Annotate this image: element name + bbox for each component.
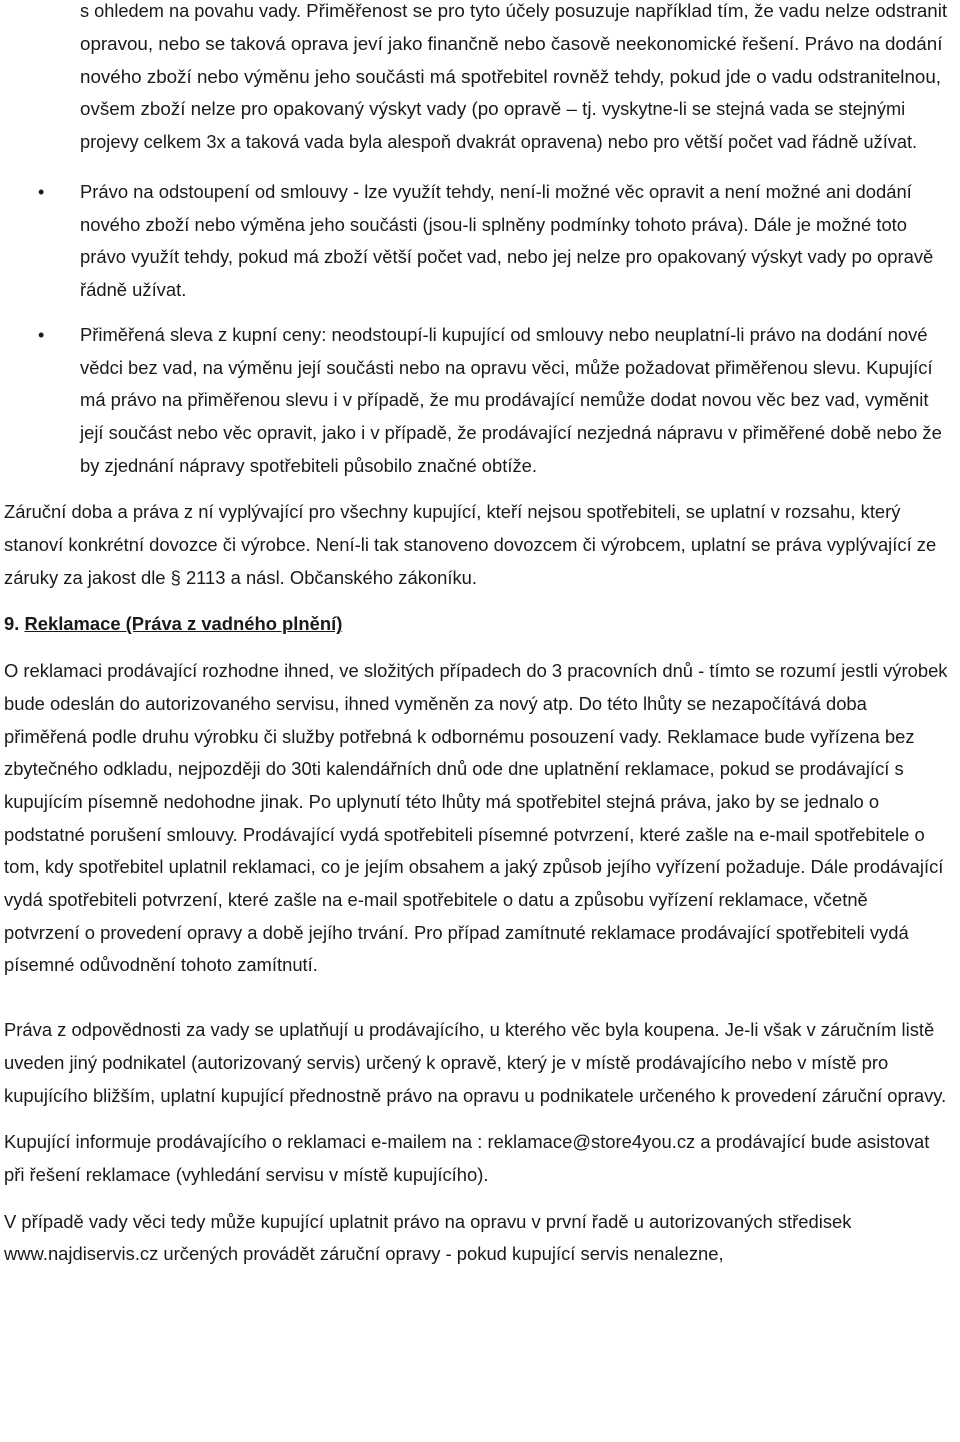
- intro-text-1: s ohledem na povahu vady.: [80, 1, 307, 21]
- bullet-icon: •: [38, 181, 45, 202]
- email-paragraph: Kupující informuje prodávajícího o reklamaci e-mailem na : reklamace@store4you.cz a prodávající bude asistovat při řešení reklamace (vyhledání servisu v místě kupujícího).: [4, 1131, 930, 1185]
- list-item-text: Přiměřená sleva z kupní ceny: neodstoupí-li kupující od smlouvy nebo neuplatní-li právo na dodání nové vědci bez vad, na výměnu její součásti nebo na opravu věci, může požadovat přiměřenou slevu. Kupující má právo na přiměřenou slevu i v případě, že mu prodávající nemůže dodat novou věc bez vad, vyměnit její součást nebo věc opravit, jako i v případě, že prodávající nezjedná nápravu v přiměřené době nebo že by zjednání nápravy spotřebiteli působilo značné obtíže.: [80, 323, 942, 476]
- list-item-discount: [4, 319, 956, 483]
- bullet-icon: •: [38, 324, 45, 345]
- list-item-text: Právo na odstoupení od smlouvy - lze využít tehdy, není-li možné věc opravit a není možné ani dodání nového zboží nebo výměna jeho součásti (jsou-li splněny podmínky tohoto práva). Dále je možné toto právo využít tehdy, pokud má zboží větší počet vad, nebo jej nelze pro opakovaný výskyt vady po opravě řádně užívat.: [80, 180, 934, 301]
- section-title: Reklamace (Práva z vadného plnění): [24, 613, 343, 635]
- section-number: 9.: [4, 613, 25, 635]
- complaint-paragraph: O reklamaci prodávající rozhodne ihned, ve složitých případech do 3 pracovních dnů - tímto se rozumí jestli výrobek bude odeslán do autorizovaného servisu, ihned vyměněn za nový atp. Do této lhůty se nezapočítává doba přiměřená podle druhu výrobku či služby potřebná k odbornému posouzení vady. Reklamace bude vyřízena bez zbytečného odkladu, nejpozději do 30ti kalendářních dnů ode dne uplatnění reklamace, pokud se prodávající s kupujícím písemně nedohodne jinak. Po uplynutí této lhůty má spotřebitel stejná práva, jako by se jednalo o podstatné porušení smlouvy. Prodávající vydá spotřebiteli písemné potvrzení, které zašle na e-mail spotřebitele o tom, kdy spotřebitel uplatnil reklamaci, co je jejím obsahem a jaký způsob jejího vyřízení požaduje. Dále prodávající vydá spotřebiteli potvrzení, které zašle na e-mail spotřebitele o datu a způsobu vyřízení reklamace, včetně potvrzení o provedení opravy a době jejího trvání. Pro případ zamítnuté reklamace prodávající spotřebiteli vydá písemné odůvodnění tohoto zamítnutí.: [4, 660, 948, 976]
- liability-paragraph: Práva z odpovědnosti za vady se uplatňují u prodávajícího, u kterého věc byla koupena. Je-li však v záručním listě uveden jiný podnikatel (autorizovaný servis) určený k opravě, který je v místě prodávajícího nebo v místě pro kupujícího bližším, uplatní kupující přednostně právo na opravu u podnikatele určeného k provedení záruční opravy.: [4, 1019, 947, 1106]
- intro-paragraph: [4, 0, 956, 159]
- section-heading: [4, 608, 956, 641]
- list-item-withdrawal: [4, 176, 956, 307]
- intro-text-2: Přiměřenost se pro tyto účely posuzuje například tím, že vadu nelze odstranit opravou, nebo se taková oprava jeví jako finančně nebo časově neekonomické řešení. Právo na dodání nového zboží nebo výměnu jeho součásti má spotřebitel rovněž tehdy, pokud jde o vadu odstranitelnou, ovšem zboží nelze pro opakovaný výskyt vady (po opravě – tj.: [80, 0, 948, 120]
- intro-text-3: vyskytne-li se stejná vada se stejnými projevy celkem 3x a taková vada byla alespoň dvakrát opravena) nebo pro větší počet vad řádně užívat.: [80, 99, 918, 153]
- service-paragraph: V případě vady věci tedy může kupující uplatnit právo na opravu v první řadě u autorizovaných středisek www.najdiservis.cz určených provádět záruční opravy - pokud kupující servis nenalezne,: [4, 1210, 852, 1265]
- warranty-paragraph: Záruční doba a práva z ní vyplývající pro všechny kupující, kteří nejsou spotřebiteli, se uplatní v rozsahu, který stanoví konkrétní dovozce či výrobce. Není-li tak stanoveno dovozcem či výrobcem, uplatní se práva vyplývající ze záruky za jakost dle § 2113 a násl. Občanského zákoníku.: [4, 501, 937, 588]
